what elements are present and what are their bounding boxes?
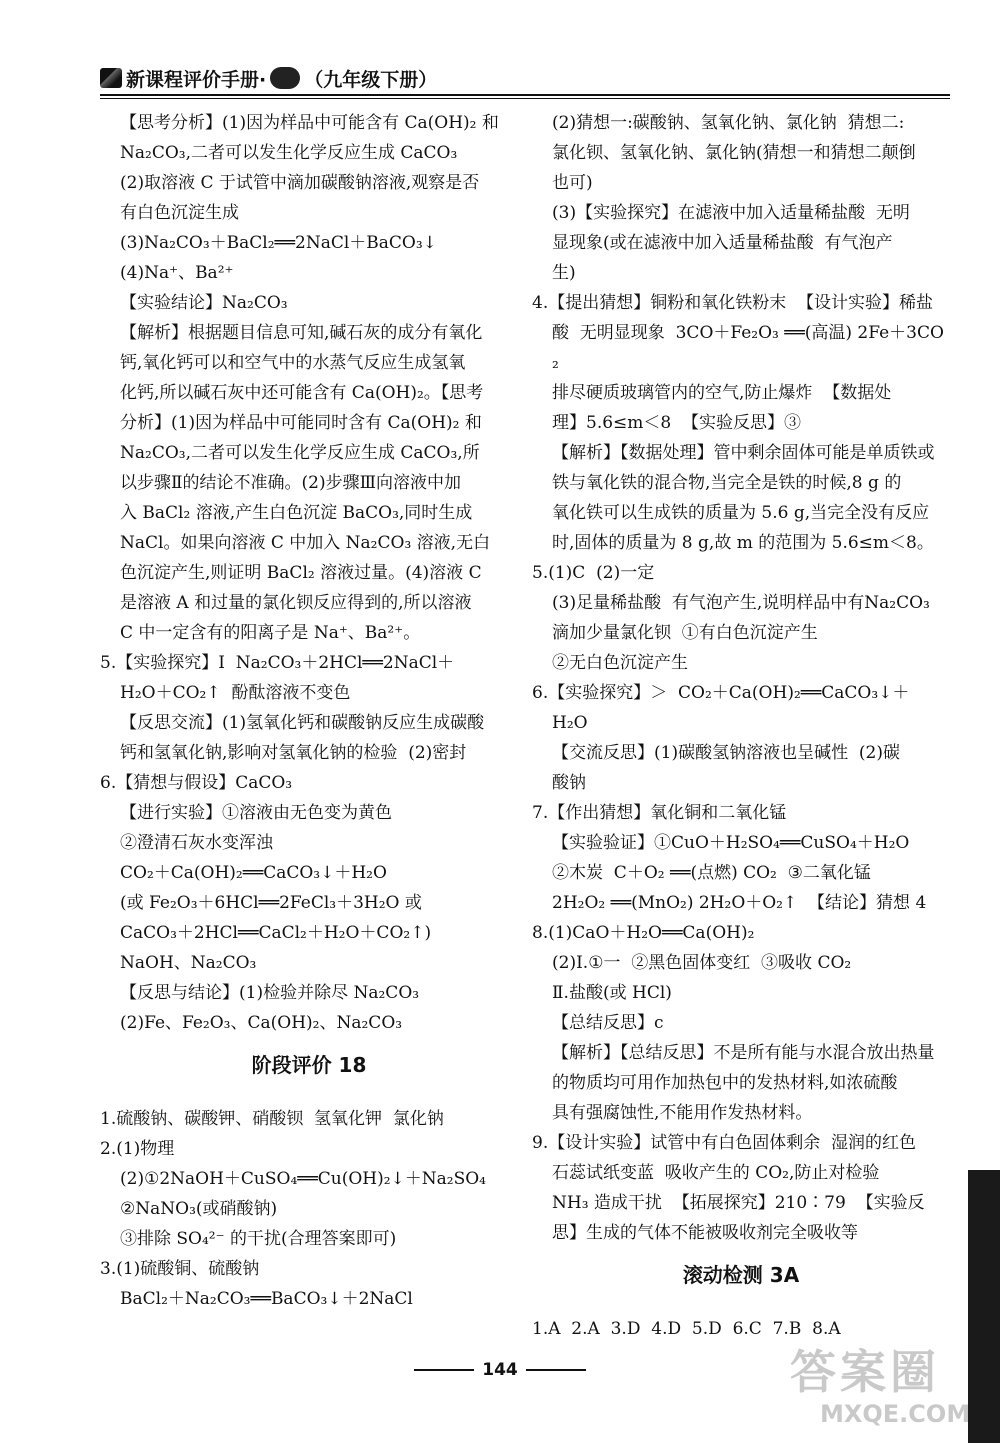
answer-line: 7.【作出猜想】氧化铜和二氧化锰: [532, 803, 787, 823]
answer-line: NaOH、Na₂CO₃: [120, 953, 257, 973]
page-number: 144: [482, 1360, 518, 1380]
answer-line: 有白色沉淀生成: [120, 203, 239, 223]
answer-line: 9.【设计实验】试管中有白色固体剩余 湿润的红色: [532, 1133, 917, 1153]
answer-line: 生): [552, 263, 576, 283]
right-column: [532, 108, 950, 1344]
answer-line: H₂O＋CO₂↑ 酚酞溶液不变色: [120, 683, 351, 703]
answer-line: (2)Ⅰ.①一 ②黑色固体变红 ③吸收 CO₂: [552, 953, 852, 973]
side-tab: [968, 1170, 1000, 1443]
answer-line: (4)Na⁺、Ba²⁺: [120, 263, 234, 283]
watermark-url: MXQE.COM: [820, 1400, 971, 1428]
left-column: [100, 108, 518, 1314]
answer-line: BaCl₂＋Na₂CO₃══BaCO₃↓＋2NaCl: [120, 1289, 413, 1309]
answer-line: 【解析】【数据处理】管中剩余固体可能是单质铁或: [552, 443, 935, 463]
answer-line: 【解析】【总结反思】不是所有能与水混合放出热量: [552, 1043, 935, 1063]
answer-line: (3)Na₂CO₃＋BaCl₂══2NaCl＋BaCO₃↓: [120, 233, 437, 253]
answer-line: 理】5.6≤m＜8 【实验反思】③: [552, 413, 802, 433]
answer-line: 4.【提出猜想】铜粉和氧化铁粉末 【设计实验】稀盐: [532, 293, 934, 313]
answer-line: 具有强腐蚀性,不能用作发热材料。: [552, 1103, 813, 1123]
answer-line: 【反思交流】(1)氢氧化钙和碳酸钠反应生成碳酸: [120, 713, 485, 733]
answer-line: 2H₂O₂ ══(MnO₂) 2H₂O＋O₂↑ 【结论】猜想 4: [552, 893, 927, 913]
answer-line: Na₂CO₃,二者可以发生化学反应生成 CaCO₃,所: [120, 443, 480, 463]
answer-line: 钙和氢氧化钠,影响对氢氧化钠的检验 (2)密封: [120, 743, 467, 763]
answer-line: NaCl。如果向溶液 C 中加入 Na₂CO₃ 溶液,无白: [120, 533, 491, 553]
answer-line: 6.【猜想与假设】CaCO₃: [100, 773, 293, 793]
footer-swash-right: [526, 1369, 586, 1371]
answer-line: 5.【实验探究】Ⅰ Na₂CO₃＋2HCl══2NaCl＋: [100, 653, 455, 673]
answer-line: ②木炭 C＋O₂ ══(点燃) CO₂ ③二氧化锰: [552, 863, 871, 883]
answer-line: 【实验结论】Na₂CO₃: [120, 293, 288, 313]
answer-line: 以步骤Ⅱ的结论不准确。(2)步骤Ⅲ向溶液中加: [120, 473, 462, 493]
answer-line: CO₂＋Ca(OH)₂══CaCO₃↓＋H₂O: [120, 863, 387, 883]
answer-line: 也可): [552, 173, 593, 193]
answer-line: (3)【实验探究】在滤液中加入适量稀盐酸 无明: [552, 203, 910, 223]
answer-line: ②澄清石灰水变浑浊: [120, 833, 273, 853]
answer-line: 酸钠: [552, 773, 586, 793]
answer-line: CaCO₃＋2HCl══CaCl₂＋H₂O＋CO₂↑): [120, 923, 432, 943]
answer-line: 是溶液 A 和过量的氯化钡反应得到的,所以溶液: [120, 593, 472, 613]
answer-line: (3)足量稀盐酸 有气泡产生,说明样品中有Na₂CO₃: [552, 593, 930, 613]
page-header: [100, 64, 950, 92]
answer-line: 石蕊试纸变蓝 吸收产生的 CO₂,防止对检验: [552, 1163, 880, 1183]
answer-line: Na₂CO₃,二者可以发生化学反应生成 CaCO₃: [120, 143, 458, 163]
answer-line: 铁与氧化铁的混合物,当完全是铁的时候,8 g 的: [552, 473, 902, 493]
answer-line: C 中一定含有的阳离子是 Na⁺、Ba²⁺。: [120, 623, 421, 643]
answer-line: 【思考分析】(1)因为样品中可能含有 Ca(OH)₂ 和: [120, 113, 499, 133]
answer-line: 【反思与结论】(1)检验并除尽 Na₂CO₃: [120, 983, 420, 1003]
answer-line: 8.(1)CaO＋H₂O══Ca(OH)₂: [532, 923, 755, 943]
answer-line: (2)取溶液 C 于试管中滴加碳酸钠溶液,观察是否: [120, 173, 480, 193]
answer-line: 【实验验证】①CuO＋H₂SO₄══CuSO₄＋H₂O: [552, 833, 910, 853]
answer-line: 6.【实验探究】＞ CO₂＋Ca(OH)₂══CaCO₃↓＋: [532, 683, 910, 703]
answer-line: 思】生成的气体不能被吸收剂完全吸收等: [552, 1223, 858, 1243]
answer-line: 分析】(1)因为样品中可能同时含有 Ca(OH)₂ 和: [120, 413, 482, 433]
section-heading: 阶段评价 18: [251, 1053, 367, 1077]
left-answer-lines: [100, 108, 518, 1038]
answer-line: ③排除 SO₄²⁻ 的干扰(合理答案即可): [120, 1229, 397, 1249]
answer-line: H₂O: [552, 713, 588, 733]
right-section-heading: 滚动检测 3A: [682, 1263, 800, 1287]
answer-line: 排尽硬质玻璃管内的空气,防止爆炸 【数据处: [552, 383, 892, 403]
answer-line: 5.(1)C (2)一定: [532, 563, 655, 583]
answer-line: 【交流反思】(1)碳酸氢钠溶液也呈碱性 (2)碳: [552, 743, 900, 763]
answer-line: 【总结反思】c: [552, 1013, 664, 1033]
answer-line: 显现象(或在滤液中加入适量稀盐酸 有气泡产: [552, 233, 893, 253]
answer-line: 3.(1)硫酸铜、硫酸钠: [100, 1259, 260, 1279]
watermark-text: 答案圈: [790, 1345, 940, 1399]
answer-line: 氯化钡、氢氧化钠、氯化钠(猜想一和猜想二颠倒: [552, 143, 916, 163]
answer-line: 入 BaCl₂ 溶液,产生白色沉淀 BaCO₃,同时生成: [120, 503, 473, 523]
answer-line: ②NaNO₃(或硝酸钠): [120, 1199, 278, 1219]
answer-line: (2)猜想一:碳酸钠、氢氧化钠、氯化钠 猜想二:: [552, 113, 905, 133]
watermark: [750, 1330, 970, 1440]
answer-line: 2.(1)物理: [100, 1139, 175, 1159]
answer-line: (或 Fe₂O₃＋6HCl══2FeCl₃＋3H₂O 或: [120, 893, 422, 913]
answer-line: 氧化铁可以生成铁的质量为 5.6 g,当完全没有反应: [552, 503, 930, 523]
header-title: 新课程评价手册·: [126, 68, 267, 91]
header-grade: （九年级下册）: [304, 68, 438, 91]
answer-line: 【解析】根据题目信息可知,碱石灰的成分有氧化: [120, 323, 483, 343]
footer-swash-left: [414, 1369, 474, 1371]
answer-line: 时,固体的质量为 8 g,故 m 的范围为 5.6≤m＜8。: [552, 533, 934, 553]
answer-line: 化钙,所以碱石灰中还可能含有 Ca(OH)₂。【思考: [120, 383, 484, 403]
answer-line: 色沉淀产生,则证明 BaCl₂ 溶液过量。(4)溶液 C: [120, 563, 482, 583]
answer-line: 1.硫酸钠、碳酸钾、硝酸钡 氢氧化钾 氯化钠: [100, 1109, 444, 1129]
answer-line: 钙,氧化钙可以和空气中的水蒸气反应生成氢氧: [120, 353, 466, 373]
answer-line: 的物质均可用作加热包中的发热材料,如浓硫酸: [552, 1073, 898, 1093]
answer-line: 酸 无明显现象 3CO＋Fe₂O₃ ══(高温) 2Fe＋3CO₂: [552, 323, 944, 373]
left-answer-lines-2: [100, 1104, 518, 1314]
header-rule: [100, 94, 950, 99]
right-answer-lines: [532, 108, 950, 1248]
book-logo-icon: [100, 68, 122, 88]
subject-badge: [270, 67, 300, 89]
answer-line: 滴加少量氯化钡 ①有白色沉淀产生: [552, 623, 818, 643]
right-answer-key: 1.A 2.A 3.D 4.D 5.D 6.C 7.B 8.A: [532, 1319, 841, 1339]
answer-line: (2)①2NaOH＋CuSO₄══Cu(OH)₂↓＋Na₂SO₄: [120, 1169, 486, 1189]
answer-line: NH₃ 造成干扰 【拓展探究】210∶79 【实验反: [552, 1193, 925, 1213]
answer-line: ②无白色沉淀产生: [552, 653, 688, 673]
answer-line: (2)Fe、Fe₂O₃、Ca(OH)₂、Na₂CO₃: [120, 1013, 403, 1033]
answer-line: Ⅱ.盐酸(或 HCl): [552, 983, 672, 1003]
answer-line: 【进行实验】①溶液由无色变为黄色: [120, 803, 392, 823]
